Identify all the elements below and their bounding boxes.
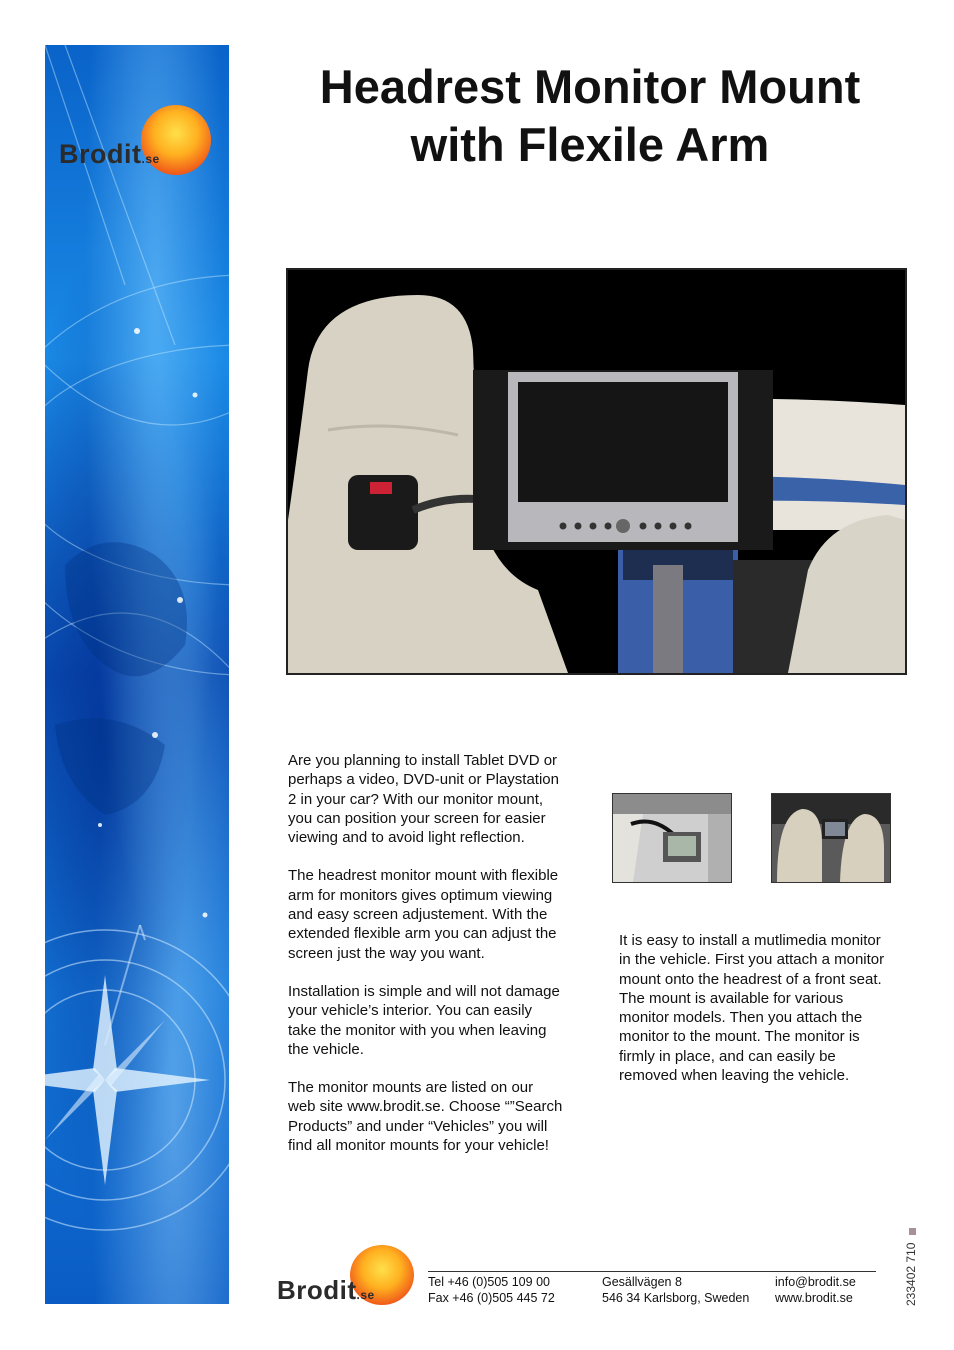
logo-wordmark: Brodit.se: [277, 1275, 375, 1305]
headrest-mount-photo: [286, 268, 907, 675]
intro-paragraph: The monitor mounts are listed on our web site www.brodit.se. Choose “”Search Products” and under “Vehicles” you will find all monitor mounts for your vehicle!: [288, 1079, 563, 1155]
document-code-text: 233402 710: [904, 1242, 918, 1306]
footer-phone: [428, 1275, 555, 1306]
code-square-marker: [909, 1228, 916, 1235]
footer-email[interactable]: info@brodit.se: [775, 1275, 856, 1289]
install-paragraph: It is easy to install a mutlimedia monitor in the vehicle. First you attach a monitor mount onto the headrest of a front seat. The mount is available for various monitor models. Then you attach the monitor to the mount. The monitor is firmly in place, and can easily be removed when leaving the vehicle.: [619, 932, 885, 1085]
intro-paragraph: Are you planning to install Tablet DVD or perhaps a video, DVD-unit or Playstation 2 in your car? With our monitor mount, you can position your screen for easier viewing and to avoid light reflection.: [288, 752, 559, 847]
document-code: [900, 1228, 924, 1306]
intro-paragraph: The headrest monitor mount with flexible arm for monitors gives optimum viewing and easy screen adjustement. With the extended flexible arm you can adjust the screen just the way you want.: [288, 867, 559, 962]
thumbnail-photo-rear: [771, 793, 891, 883]
footer-web[interactable]: www.brodit.se: [775, 1290, 853, 1305]
sidebar-banner: [45, 45, 229, 1304]
footer-tel: Tel +46 (0)505 109 00: [428, 1275, 550, 1289]
brodit-logo[interactable]: [59, 105, 229, 185]
globe-compass-graphic: [45, 45, 229, 1304]
footer-fax: Fax +46 (0)505 445 72: [428, 1290, 555, 1305]
install-text-column: [619, 931, 894, 1085]
footer-street: Gesällvägen 8: [602, 1275, 682, 1289]
intro-text-column: [288, 751, 563, 1174]
footer-logo[interactable]: [277, 1245, 417, 1307]
thumbnail-photo-front: [612, 793, 732, 883]
intro-paragraph: Installation is simple and will not damage your vehicle’s interior. You can easily take the monitor with you when leaving the vehicle.: [288, 982, 560, 1058]
footer-contact: [775, 1275, 856, 1306]
logo-wordmark: Brodit.se: [59, 139, 160, 169]
page-title: Headrest Monitor Mount with Flexile Arm: [319, 60, 861, 171]
footer-divider: [428, 1271, 876, 1272]
footer-city: 546 34 Karlsborg, Sweden: [602, 1290, 750, 1305]
footer-address: [602, 1275, 749, 1306]
